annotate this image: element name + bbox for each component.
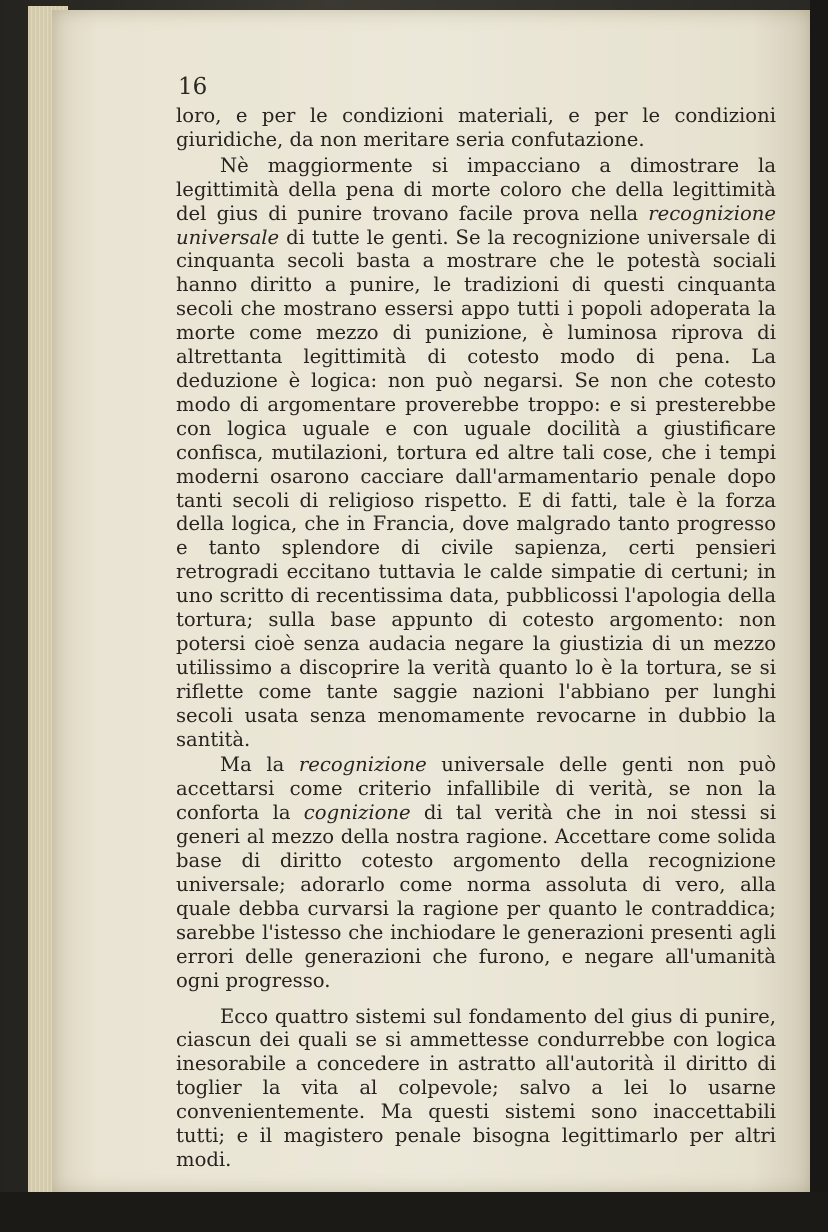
text-run: universale delle genti non può accettarsi come criterio infallibile di verità, se non la conforta la [176, 753, 776, 825]
italic-term: recognizione [298, 753, 427, 777]
paragraph [176, 753, 776, 992]
italic-term: recognizione universale [176, 201, 776, 249]
scan-border-right [810, 0, 828, 1232]
text-run: Ecco quattro sistemi sul fondamento del gius di punire, ciascun dei quali se si ammettesse condurrebbe con logica inesorabile a concedere in astratto all'autorità il diritto di toglier la vita al colpevole; salvo a lei lo usarne convenientemente. Ma questi sistemi sono inaccettabili tutti; e il magistero penale bisogna legittimarlo per altri modi. [176, 1004, 776, 1171]
text-run: Ma la [220, 753, 299, 777]
page-number: 16 [178, 74, 208, 100]
paragraph [176, 1005, 776, 1172]
paragraph [176, 104, 776, 152]
italic-term: cognizione [303, 801, 411, 825]
paragraph [176, 154, 776, 752]
text-run: di tal verità che in noi stessi si generi al mezzo della nostra ragione. Accettare come solida base di diritto cotesto argomento della recognizione universale; adorarlo come norma assoluta di vero, alla quale debba curvarsi la ragione per quanto le contraddica; sarebbe l'istesso che inchiodare le generazioni presenti agli errori delle generazioni che furono, e negare all'umanità ogni progresso. [176, 801, 776, 992]
text-run: Nè maggiormente si impacciano a dimostrare la legittimità della pena di morte coloro che della legittimità del gius di punire trovano facile prova nella [176, 153, 776, 225]
scan-border-bottom [0, 1192, 828, 1232]
text-run: di tutte le genti. Se la recognizione universale di cinquanta secoli basta a mostrare che le potestà sociali hanno diritto a punire, le tradizioni di questi cinquanta secoli che mostrano essersi appo tutti i popoli adoperata la morte come mezzo di punizione, è luminosa riprova di altrettanta legittimità di cotesto modo di pena. La deduzione è logica: non può negarsi. Se non che cotesto modo di argomentare proverebbe troppo: e si presterebbe con logica uguale e con uguale docilità a giustificare confisca, mutilazioni, tortura ed altre tali cose, che i tempi moderni osarono cacciare dall'armamentario penale dopo tanti secoli di religioso rispetto. E di fatti, tale è la forza della logica, che in Francia, dove malgrado tanto progresso e tanto splendore di civile sapienza, certi pensieri retrogradi eccitano tuttavia le calde simpatie di certuni; in uno scritto di recentissima data, pubblicossi l'apologia della tortura; sulla base appunto di cotesto argomento: non potersi cioè senza audacia negare la giustizia di un mezzo utilissimo a discoprire la verità quanto lo è la tortura, se si riflette come tante saggie nazioni l'abbiano per lunghi secoli usata senza menomamente revocarne in dubbio la santità. [176, 225, 776, 751]
text-run: loro, e per le condizioni materiali, e per le condizioni giuridiche, da non meritare seria confutazione. [176, 104, 776, 151]
page-body [176, 104, 776, 1172]
